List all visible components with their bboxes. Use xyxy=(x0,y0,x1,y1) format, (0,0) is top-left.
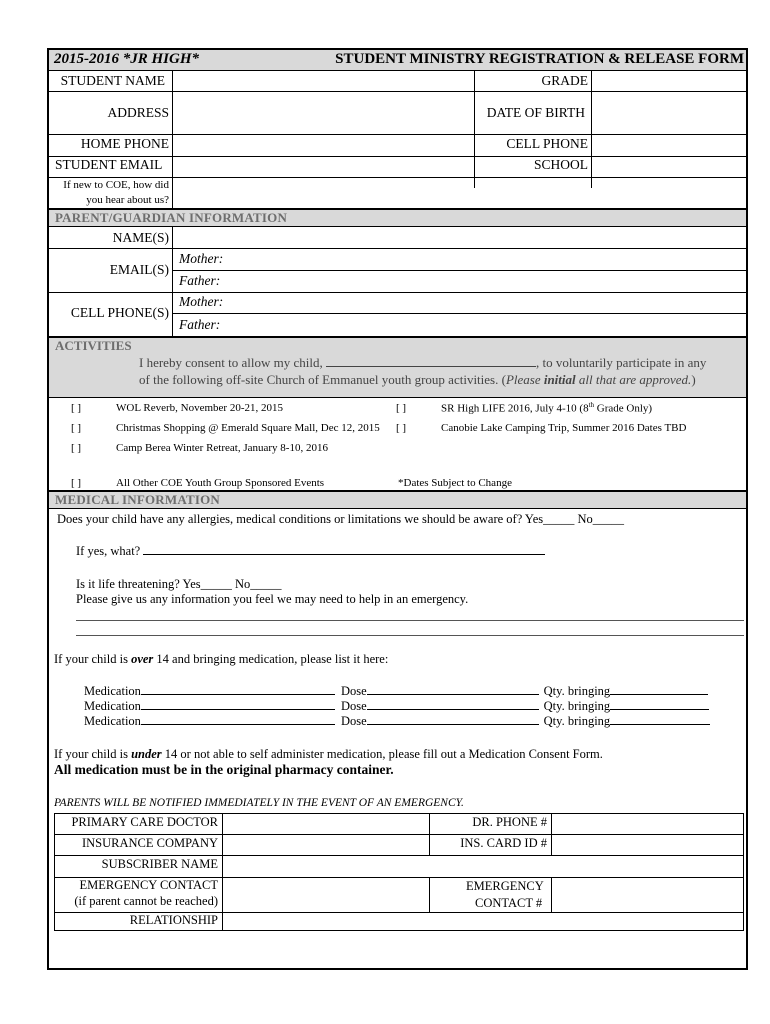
dob-label: DATE OF BIRTH xyxy=(486,105,585,120)
consent-text-b: , to voluntarily participate in any xyxy=(536,355,707,370)
mother-cell-field[interactable] xyxy=(234,293,746,313)
under-14-note xyxy=(54,747,603,762)
medication-label: Medication xyxy=(84,684,141,698)
dose-label: Dose xyxy=(340,714,367,728)
if-yes-label: If yes, what? xyxy=(76,544,141,558)
dates-note: *Dates Subject to Change xyxy=(398,477,512,489)
consent-line-2 xyxy=(139,372,696,388)
notify-note: PARENTS WILL BE NOTIFIED IMMEDIATELY IN THE EVENT OF AN EMERGENCY. xyxy=(54,797,464,809)
medication-blank[interactable] xyxy=(141,709,335,710)
medication-blank[interactable] xyxy=(141,724,335,725)
consent-line-1 xyxy=(139,355,706,371)
school-label: SCHOOL xyxy=(533,157,588,172)
ins-card-field[interactable] xyxy=(552,835,743,855)
emergency-contact-num-label-1: EMERGENCY xyxy=(466,879,544,893)
if-yes-what xyxy=(76,544,545,559)
over-14-b: over xyxy=(131,652,154,666)
activity-item-5-sup: th xyxy=(588,401,595,409)
cell-phone-label: CELL PHONE xyxy=(506,136,588,151)
father-email-field[interactable] xyxy=(234,271,746,292)
address-field[interactable] xyxy=(173,92,474,134)
dob-field[interactable] xyxy=(592,92,746,134)
medical-section-header xyxy=(49,490,746,509)
emergency-contact-num-label-2: CONTACT # xyxy=(475,896,543,910)
father-cell-field[interactable] xyxy=(234,314,746,336)
insurance-field[interactable] xyxy=(223,835,429,855)
consent-please: Please xyxy=(505,372,541,387)
doctor-field[interactable] xyxy=(223,814,429,834)
relationship-label: RELATIONSHIP xyxy=(129,913,218,927)
under-14-c: 14 or not able to self administer medication, please fill out a Medication Consent Form. xyxy=(161,747,603,761)
under-14-b: under xyxy=(131,747,162,761)
ins-card-label: INS. CARD ID # xyxy=(460,836,547,850)
emergency-contact-num-field[interactable] xyxy=(552,878,743,912)
parent-section-header xyxy=(49,208,746,227)
qty-label: Qty. bringing xyxy=(543,699,611,713)
home-phone-label: HOME PHONE xyxy=(80,136,169,151)
activity-item-2: Christmas Shopping @ Emerald Square Mall, Dec 12, 2015 xyxy=(116,422,380,434)
dose-label: Dose xyxy=(340,684,367,698)
consent-initial: initial xyxy=(543,372,576,387)
qty-label: Qty. bringing xyxy=(543,684,611,698)
form-year-title: 2015-2016 *JR HIGH* xyxy=(54,51,200,67)
emergency-info-line-2[interactable] xyxy=(76,635,744,636)
activity-item-6: Canobie Lake Camping Trip, Summer 2016 Dates TBD xyxy=(441,422,687,434)
dose-blank[interactable] xyxy=(367,709,539,710)
over-14-c: 14 and bringing medication, please list it here: xyxy=(153,652,389,666)
father-email-label: Father: xyxy=(179,273,221,288)
consent-text-c: of the following off-site Church of Emmanuel youth group activities. ( xyxy=(139,372,506,387)
activities-section-header xyxy=(49,336,746,398)
school-field[interactable] xyxy=(592,157,746,177)
parent-names-field[interactable] xyxy=(173,228,746,248)
over-14-note xyxy=(54,652,388,667)
dr-phone-field[interactable] xyxy=(552,814,743,834)
address-label: ADDRESS xyxy=(107,105,169,120)
qty-blank[interactable] xyxy=(610,694,708,695)
dose-label: Dose xyxy=(340,699,367,713)
parent-section-title: PARENT/GUARDIAN INFORMATION xyxy=(55,210,288,225)
allergy-question: Does your child have any allergies, medical conditions or limitations we should be aware of? Yes_____ No_____ xyxy=(57,512,625,526)
medication-label: Medication xyxy=(84,699,141,713)
doctor-label: PRIMARY CARE DOCTOR xyxy=(71,815,218,829)
consent-text-a: I hereby consent to allow my child, xyxy=(139,355,323,370)
activity-bracket-6[interactable]: [ ] xyxy=(396,422,407,434)
parent-emails-label: EMAIL(S) xyxy=(109,262,169,277)
life-threatening-question: Is it life threatening? Yes_____ No_____ xyxy=(76,577,282,591)
medication-blank[interactable] xyxy=(141,694,335,695)
under-14-a: If your child is xyxy=(54,747,132,761)
insurance-label: INSURANCE COMPANY xyxy=(81,836,218,850)
student-name-field[interactable] xyxy=(173,71,474,91)
original-container-note: All medication must be in the original pharmacy container. xyxy=(54,762,394,777)
qty-blank[interactable] xyxy=(610,709,709,710)
mother-email-field[interactable] xyxy=(234,249,746,270)
child-name-blank[interactable] xyxy=(326,366,536,367)
medication-row-1 xyxy=(84,684,708,699)
qty-label: Qty. bringing xyxy=(543,714,611,728)
student-email-field[interactable] xyxy=(173,157,474,177)
dose-blank[interactable] xyxy=(367,694,539,695)
activity-item-5-a: SR High LIFE 2016, July 4-10 (8 xyxy=(441,402,589,415)
grade-label: GRADE xyxy=(541,73,588,88)
activity-bracket-3[interactable]: [ ] xyxy=(71,442,82,454)
relationship-field[interactable] xyxy=(223,913,743,931)
medication-row-3 xyxy=(84,714,710,729)
activity-item-5 xyxy=(441,401,652,415)
medication-label: Medication xyxy=(84,714,141,728)
qty-blank[interactable] xyxy=(610,724,710,725)
emergency-contact-label-1: EMERGENCY CONTACT xyxy=(79,878,218,892)
activity-item-1: WOL Reverb, November 20-21, 2015 xyxy=(116,402,283,414)
cell-phone-field[interactable] xyxy=(592,135,746,156)
activity-item-5-b: Grade Only) xyxy=(594,402,653,415)
parent-cells-label: CELL PHONE(S) xyxy=(70,305,169,320)
how-heard-field[interactable] xyxy=(173,178,746,208)
activity-item-3: Camp Berea Winter Retreat, January 8-10, 2016 xyxy=(116,442,328,454)
activity-bracket-4[interactable]: [ ] xyxy=(71,477,82,489)
consent-close: ) xyxy=(691,372,696,387)
form-title: STUDENT MINISTRY REGISTRATION & RELEASE FORM xyxy=(335,51,744,67)
emergency-info-question: Please give us any information you feel we may need to help in an emergency. xyxy=(76,592,469,606)
activity-bracket-1[interactable]: [ ] xyxy=(71,402,82,414)
home-phone-field[interactable] xyxy=(173,135,474,156)
activity-bracket-5[interactable]: [ ] xyxy=(396,402,407,414)
student-name-label: STUDENT NAME xyxy=(60,73,165,88)
subscriber-field[interactable] xyxy=(223,856,743,877)
if-yes-blank[interactable] xyxy=(143,554,545,555)
activity-item-4: All Other COE Youth Group Sponsored Events xyxy=(116,477,325,489)
grade-field[interactable] xyxy=(592,71,746,91)
how-heard-label-2: you hear about us? xyxy=(86,194,169,206)
mother-cell-label: Mother: xyxy=(179,294,224,309)
emergency-info-line-1[interactable] xyxy=(76,620,744,621)
emergency-contact-label-2: (if parent cannot be reached) xyxy=(74,894,218,908)
parent-names-label: NAME(S) xyxy=(112,230,169,245)
how-heard-label-1: If new to COE, how did xyxy=(63,179,169,191)
consent-text-d: all that are approved. xyxy=(578,372,692,387)
dose-blank[interactable] xyxy=(367,724,539,725)
student-email-label: STUDENT EMAIL xyxy=(55,157,163,172)
father-cell-label: Father: xyxy=(179,317,221,332)
medication-row-2 xyxy=(84,699,709,714)
mother-email-label: Mother: xyxy=(179,251,224,266)
activity-bracket-2[interactable]: [ ] xyxy=(71,422,82,434)
emergency-contact-field[interactable] xyxy=(223,878,429,912)
registration-form xyxy=(47,48,748,970)
dr-phone-label: DR. PHONE # xyxy=(472,815,547,829)
medical-section-title: MEDICAL INFORMATION xyxy=(55,492,220,507)
activities-section-title: ACTIVITIES xyxy=(55,338,132,353)
subscriber-label: SUBSCRIBER NAME xyxy=(101,857,218,871)
over-14-a: If your child is xyxy=(54,652,132,666)
